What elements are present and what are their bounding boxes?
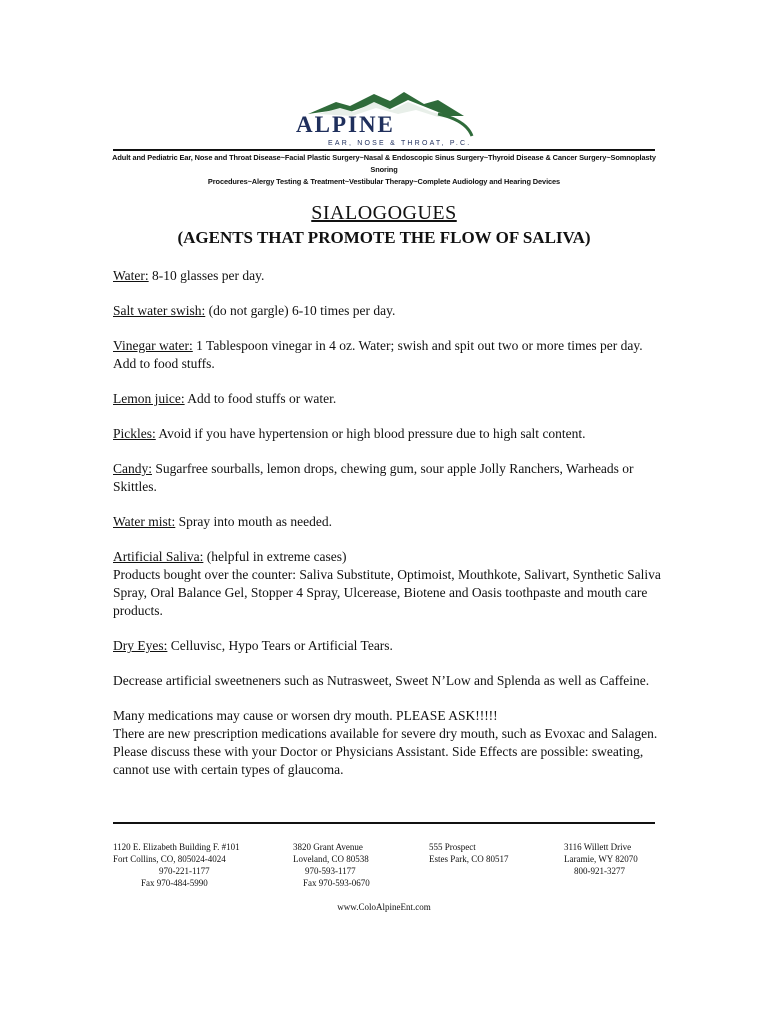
website-link[interactable]: www.ColoAlpineEnt.com	[337, 902, 431, 912]
list-item	[113, 637, 661, 655]
list-item	[113, 548, 661, 620]
note-medications	[113, 707, 661, 779]
header-divider	[113, 149, 655, 151]
note-sweeteners: Decrease artificial sweetneners such as Nutrasweet, Sweet N’Low and Splenda as well as Caffeine.	[113, 673, 650, 688]
item-term: Water:	[113, 268, 149, 283]
item-term: Artificial Saliva:	[113, 549, 204, 564]
office-phone: 970-221-1177	[159, 866, 210, 876]
list-item	[113, 513, 661, 531]
services-list	[108, 152, 660, 188]
services-line-1: Adult and Pediatric Ear, Nose and Throat Disease~Facial Plastic Surgery~Nasal & Endoscopic Sinus Surgery~Thyroid Disease & Cancer Surgery~Somnoplasty Snoring	[112, 153, 656, 174]
office-phone: 800-921-3277	[574, 866, 625, 876]
list-item	[113, 302, 661, 320]
mountain-logo-icon	[288, 88, 480, 150]
services-line-2: Procedures~Alergy Testing & Treatment~Vestibular Therapy~Complete Audiology and Hearing Devices	[207, 177, 561, 186]
office-address-estes-park	[429, 841, 549, 865]
office-street: 555 Prospect	[429, 842, 476, 852]
item-term: Vinegar water:	[113, 338, 193, 353]
item-text: (helpful in extreme cases)	[203, 549, 347, 564]
item-text: Celluvisc, Hypo Tears or Artificial Tears.	[167, 638, 393, 653]
office-fax: Fax 970-593-0670	[303, 878, 370, 888]
list-item	[113, 267, 661, 285]
office-phone: 970-593-1177	[305, 866, 356, 876]
note-prescriptions-text: There are new prescription medications available for severe dry mouth, such as Evoxac and Salagen. Please discuss these with your Doctor or Physicians Assistant. Side Effects are possible: sweating, cannot use with certain types of glaucoma.	[113, 726, 658, 777]
office-address-loveland	[293, 841, 413, 889]
item-term: Salt water swish:	[113, 303, 206, 318]
logo-brand-text: ALPINE	[296, 112, 395, 137]
office-street: 1120 E. Elizabeth Building F. #101	[113, 842, 240, 852]
item-term: Pickles:	[113, 426, 156, 441]
item-text: 1 Tablespoon vinegar in 4 oz. Water; swish and spit out two or more times per day. Add to food stuffs.	[113, 338, 643, 371]
list-item	[113, 390, 661, 408]
footer-divider	[113, 822, 655, 824]
office-city: Laramie, WY 82070	[564, 854, 638, 864]
office-address-laramie	[564, 841, 674, 877]
item-term: Dry Eyes:	[113, 638, 168, 653]
office-city: Loveland, CO 80538	[293, 854, 369, 864]
note-medications-text: Many medications may cause or worsen dry mouth. PLEASE ASK!!!!!	[113, 708, 498, 723]
list-item	[113, 425, 661, 443]
logo-subbrand-text: EAR, NOSE & THROAT, P.C.	[328, 140, 472, 147]
document-body	[113, 267, 661, 779]
item-text: 8-10 glasses per day.	[148, 268, 265, 283]
item-text: (do not gargle) 6-10 times per day.	[205, 303, 396, 318]
item-text: Sugarfree sourballs, lemon drops, chewing gum, sour apple Jolly Ranchers, Warheads or Skittles.	[113, 461, 634, 494]
item-term: Lemon juice:	[113, 391, 185, 406]
item-text: Spray into mouth as needed.	[175, 514, 333, 529]
item-term: Candy:	[113, 461, 152, 476]
office-street: 3820 Grant Avenue	[293, 842, 363, 852]
list-item	[113, 337, 661, 373]
alpine-logo	[288, 88, 480, 150]
item-detail: Products bought over the counter: Saliva Substitute, Optimoist, Mouthkote, Salivart, Synthetic Saliva Spray, Oral Balance Gel, Stopper 4 Spray, Ulcerease, Biotene and Oasis toothpaste and mouth care products.	[113, 567, 661, 618]
item-text: Add to food stuffs or water.	[184, 391, 337, 406]
office-city: Fort Collins, CO, 805024-4024	[113, 854, 226, 864]
page-subtitle: (AGENTS THAT PROMOTE THE FLOW OF SALIVA)	[177, 228, 591, 247]
item-term: Water mist:	[113, 514, 176, 529]
office-street: 3116 Willett Drive	[564, 842, 632, 852]
office-address-fort-collins	[113, 841, 263, 889]
office-city: Estes Park, CO 80517	[429, 854, 509, 864]
page-title: SIALOGOGUES	[311, 202, 457, 224]
office-fax: Fax 970-484-5990	[141, 878, 208, 888]
list-item	[113, 460, 661, 496]
item-text: Avoid if you have hypertension or high blood pressure due to high salt content.	[155, 426, 586, 441]
